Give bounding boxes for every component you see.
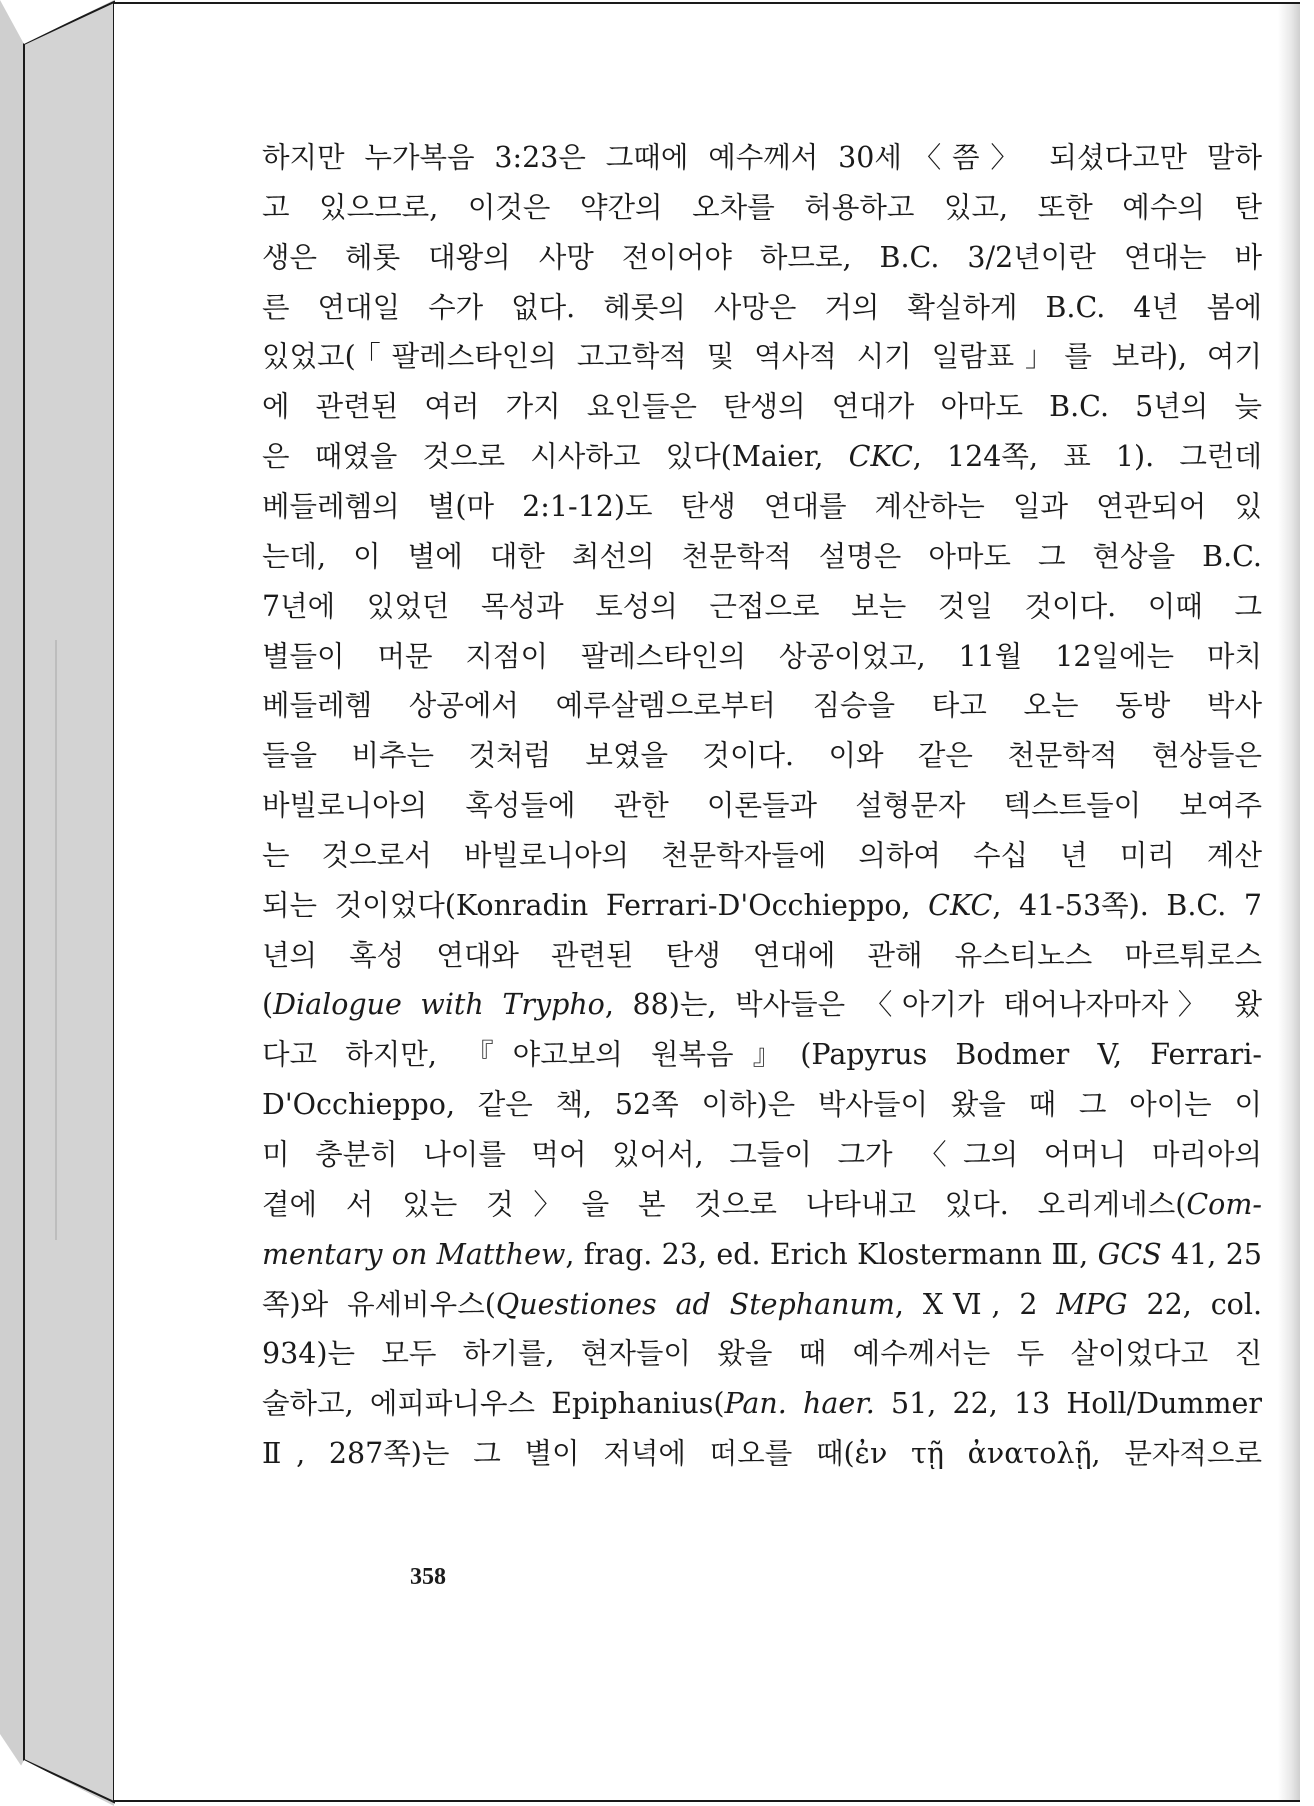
text-run: 른 연대일 수가 없다. 헤롯의 사망은 거의 확실하게 B.C. 4년 봄에 (262, 290, 1262, 324)
text-run: 는 것으로서 바빌로니아의 천문학자들에 의하여 수십 년 미리 계산 (262, 838, 1262, 872)
text-run: 베들레헴의 별(마 2:1-12)도 탄생 연대를 계산하는 일과 연관되어 있 (262, 489, 1262, 523)
text-line (262, 582, 1262, 632)
text-line (262, 1329, 1262, 1379)
text-line (262, 332, 1262, 382)
text-line (262, 1030, 1262, 1080)
text-line (262, 382, 1262, 432)
text-line (262, 632, 1262, 682)
text-run: 쪽)와 유세비우스( (262, 1287, 496, 1321)
text-run: Ⅱ, 287쪽)는 그 별이 저녁에 떠오를 때(ἐν τῇ ἀνατολῇ, 문자적으로 (262, 1437, 1262, 1471)
italic-text: CKC (848, 440, 913, 474)
text-line (262, 980, 1262, 1030)
text-line (262, 881, 1262, 931)
italic-text: GCS (1097, 1237, 1162, 1271)
italic-text: MPG (1056, 1287, 1128, 1321)
text-line (262, 681, 1262, 731)
text-run: , XⅥ, 2 (894, 1287, 1057, 1321)
italic-text: Dialogue with Trypho (273, 988, 605, 1022)
text-line (262, 831, 1262, 881)
italic-text: Questiones ad Stephanum (495, 1287, 895, 1321)
text-run: 41, 25 (1161, 1237, 1262, 1271)
text-run: 은 때였을 것으로 시사하고 있다(Maier, (262, 440, 849, 474)
italic-text: Com- (1186, 1187, 1262, 1221)
text-run: 934)는 모두 하기를, 현자들이 왔을 때 예수께서는 두 살이었다고 진 (262, 1337, 1262, 1371)
text-line (262, 931, 1262, 981)
text-run: D'Occhieppo, 같은 책, 52쪽 이하)은 박사들이 왔을 때 그 아이는 이 (262, 1088, 1262, 1122)
text-line (262, 1230, 1262, 1280)
italic-text: Pan. haer. (724, 1387, 875, 1421)
text-run: 하지만 누가복음 3:23은 그때에 예수께서 30세〈쯤〉 되셨다고만 말하 (262, 141, 1262, 174)
text-line (262, 283, 1262, 333)
text-line (262, 233, 1262, 283)
text-run: 22, col. (1127, 1287, 1262, 1321)
text-line (262, 1130, 1262, 1180)
text-run: 51, 22, 13 Holl/Dummer (874, 1387, 1262, 1421)
text-run: , frag. 23, ed. Erich Klostermann Ⅲ, (565, 1237, 1098, 1271)
text-run: , 41-53쪽). B.C. 7 (992, 888, 1263, 922)
page-number: 358 (410, 1564, 446, 1590)
text-run: 술하고, 에피파니우스 Epiphanius( (262, 1387, 725, 1421)
text-run: 고 있으므로, 이것은 약간의 오차를 허용하고 있고, 또한 예수의 탄 (262, 190, 1262, 224)
page-edge-shadow (1278, 4, 1300, 1800)
text-run: 에 관련된 여러 가지 요인들은 탄생의 연대가 아마도 B.C. 5년의 늦 (262, 390, 1262, 424)
text-run: 는데, 이 별에 대한 최선의 천문학적 설명은 아마도 그 현상을 B.C. (262, 539, 1262, 573)
text-line (262, 731, 1262, 781)
text-run: 미 충분히 나이를 먹어 있어서, 그들이 그가 〈그의 어머니 마리아의 (262, 1138, 1262, 1171)
text-run: , 124쪽, 표 1). 그런데 (912, 440, 1262, 474)
text-run: ( (262, 988, 274, 1022)
text-run: 다고 하지만, 『야고보의 원복음』(Papyrus Bodmer V, Ferrari- (262, 1038, 1262, 1072)
text-run: 7년에 있었던 목성과 토성의 근접으로 보는 것일 것이다. 이때 그 (262, 589, 1262, 623)
text-line (262, 432, 1262, 482)
book-page (114, 2, 1300, 1802)
text-line (262, 482, 1262, 532)
text-line (262, 1080, 1262, 1130)
text-run: 생은 헤롯 대왕의 사망 전이어야 하므로, B.C. 3/2년이란 연대는 바 (262, 240, 1262, 274)
text-line (262, 1429, 1262, 1479)
text-line (262, 1180, 1262, 1230)
text-run: 년의 혹성 연대와 관련된 탄생 연대에 관해 유스티노스 마르튀로스 (262, 938, 1262, 972)
italic-text: CKC (928, 888, 993, 922)
text-line (262, 781, 1262, 831)
text-run: 별들이 머문 지점이 팔레스타인의 상공이었고, 11월 12일에는 마치 (262, 639, 1262, 673)
text-line (262, 183, 1262, 233)
text-line (262, 532, 1262, 582)
text-run: 들을 비추는 것처럼 보였을 것이다. 이와 같은 천문학적 현상들은 (262, 739, 1262, 773)
text-run: 바빌로니아의 혹성들에 관한 이론들과 설형문자 텍스트들이 보여주 (262, 789, 1262, 823)
text-line (262, 133, 1262, 183)
text-run: 베들레헴 상공에서 예루살렘으로부터 짐승을 타고 오는 동방 박사 (262, 689, 1262, 723)
italic-text: mentary on Matthew (262, 1237, 566, 1271)
text-line (262, 1280, 1262, 1330)
text-run: , 88)는, 박사들은 〈아기가 태어나자마자〉 왔 (604, 988, 1262, 1022)
text-line (262, 1379, 1262, 1429)
text-run: 되는 것이었다(Konradin Ferrari-D'Occhieppo, (262, 888, 929, 922)
text-run: 곁에 서 있는 것〉을 본 것으로 나타내고 있다. 오리게네스( (262, 1187, 1187, 1221)
text-run: 있었고(「팔레스타인의 고고학적 및 역사적 시기 일람표」를 보라), 여기 (262, 340, 1262, 374)
